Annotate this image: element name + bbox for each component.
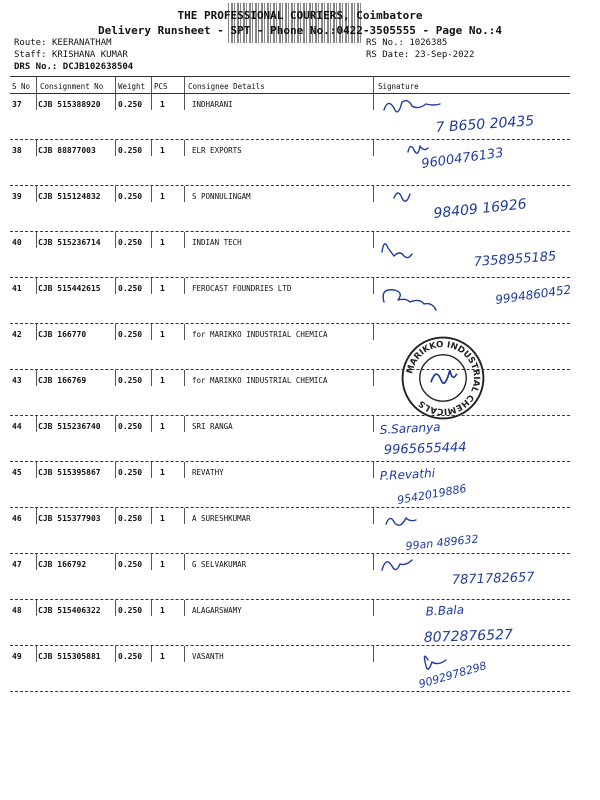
col-divider: [184, 462, 185, 478]
col-divider: [36, 554, 37, 570]
col-divider: [151, 554, 152, 570]
col-divider: [373, 186, 374, 202]
handwritten-signature: [376, 648, 571, 692]
row-sno: 47: [12, 560, 22, 569]
row-pcs: 1: [160, 422, 165, 431]
row-consignee: INDIAN TECH: [192, 238, 242, 247]
signature-stroke: [386, 518, 416, 525]
signature-stroke: [382, 560, 412, 570]
signature-phone-number: 9092978298: [417, 659, 489, 691]
col-divider: [151, 278, 152, 294]
signature-phone-number: 98409 16926: [432, 196, 528, 222]
row-weight: 0.250: [118, 606, 143, 615]
col-divider: [36, 416, 37, 432]
route-value: KEERANATHAM: [51, 38, 112, 48]
col-divider: [373, 77, 374, 93]
signature-name: B.Bala: [425, 602, 465, 619]
rs-date-value: 23-Sep-2022: [414, 50, 475, 60]
row-weight: 0.250: [118, 652, 143, 661]
col-divider: [373, 600, 374, 616]
drs-label: DRS No.:: [14, 62, 58, 72]
col-divider: [36, 508, 37, 524]
row-weight: 0.250: [118, 468, 143, 477]
col-divider: [184, 94, 185, 110]
signature-phone-number: 7358955185: [473, 249, 557, 270]
row-consignment-no: CJB 166792: [38, 560, 87, 569]
col-divider: [115, 324, 116, 340]
company-title: THE PROFESSIONAL COURIERS, Coimbatore: [177, 9, 423, 22]
row-sno: 37: [12, 100, 22, 109]
row-consignee: S PONNULINGAM: [192, 192, 251, 201]
signature-phone-number: 99an 489632: [404, 532, 480, 553]
col-divider: [151, 370, 152, 386]
col-divider: [151, 416, 152, 432]
col-divider: [184, 416, 185, 432]
row-sno: 48: [12, 606, 22, 615]
row-consignee: REVATHY: [192, 468, 224, 477]
table-top-border: [10, 76, 570, 77]
handwritten-signature: [376, 142, 571, 186]
row-consignee: VASANTH: [192, 652, 224, 661]
row-pcs: 1: [160, 652, 165, 661]
route-info: [14, 38, 112, 48]
col-divider: [373, 646, 374, 662]
col-divider: [151, 140, 152, 156]
signature-phone-number: 9965655444: [383, 440, 467, 458]
row-consignment-no: CJB 166769: [38, 376, 87, 385]
handwritten-signature: [376, 602, 571, 646]
col-weight: Weight: [118, 82, 146, 91]
col-divider: [184, 324, 185, 340]
col-divider: [373, 140, 374, 156]
row-consignee: for MARIKKO INDUSTRIAL CHEMICA: [192, 330, 328, 339]
route-label: Route:: [14, 38, 47, 48]
col-consignment: Consignment No: [40, 82, 104, 91]
handwritten-signature: [376, 418, 571, 462]
rs-date-info: [366, 50, 474, 60]
col-divider: [151, 232, 152, 248]
row-pcs: 1: [160, 468, 165, 477]
col-consignee: Consignee Details: [188, 82, 265, 91]
col-divider: [115, 94, 116, 110]
row-sno: 38: [12, 146, 22, 155]
col-divider: [115, 416, 116, 432]
col-divider: [151, 600, 152, 616]
row-pcs: 1: [160, 192, 165, 201]
row-consignment-no: CJB 88877003: [38, 146, 96, 155]
stamp-text: MARIKKO INDUSTRIAL CHEMICALS: [405, 339, 482, 417]
col-divider: [184, 232, 185, 248]
col-divider: [373, 554, 374, 570]
row-pcs: 1: [160, 560, 165, 569]
handwritten-signature: [376, 556, 571, 600]
col-divider: [36, 77, 37, 93]
signature-name: S.Saranya: [379, 419, 441, 437]
col-divider: [115, 508, 116, 524]
col-divider: [184, 370, 185, 386]
row-consignment-no: CJB 166770: [38, 330, 87, 339]
handwritten-signature: [376, 234, 571, 278]
signature-phone-number: 9994860452: [494, 282, 573, 307]
handwritten-signature: [376, 188, 571, 232]
row-weight: 0.250: [118, 192, 143, 201]
rs-date-label: RS Date:: [366, 50, 410, 60]
signature-stroke: [394, 193, 410, 201]
drs-info: [14, 62, 133, 72]
row-sno: 41: [12, 284, 22, 293]
row-pcs: 1: [160, 146, 165, 155]
col-divider: [373, 416, 374, 432]
col-divider: [184, 278, 185, 294]
col-divider: [184, 140, 185, 156]
row-consignee: FEROCAST FOUNDRIES LTD: [192, 284, 292, 293]
col-divider: [151, 508, 152, 524]
handwritten-signature: [376, 96, 571, 140]
col-divider: [115, 77, 116, 93]
col-divider: [373, 94, 374, 110]
signature-phone-number: 8072876527: [423, 626, 514, 646]
col-divider: [151, 94, 152, 110]
col-divider: [151, 77, 152, 93]
row-pcs: 1: [160, 514, 165, 523]
drs-value: DCJB102638504: [62, 62, 134, 72]
company-seal-stamp: [400, 335, 486, 421]
row-consignment-no: CJB 515236714: [38, 238, 101, 247]
col-divider: [115, 370, 116, 386]
row-weight: 0.250: [118, 514, 143, 523]
row-weight: 0.250: [118, 146, 143, 155]
signature-phone-number: 7871782657: [451, 570, 535, 588]
col-divider: [151, 462, 152, 478]
col-divider: [36, 600, 37, 616]
col-divider: [115, 140, 116, 156]
col-divider: [373, 370, 374, 386]
row-consignment-no: CJB 515236740: [38, 422, 101, 431]
row-weight: 0.250: [118, 238, 143, 247]
row-pcs: 1: [160, 284, 165, 293]
row-pcs: 1: [160, 100, 165, 109]
row-sno: 40: [12, 238, 22, 247]
col-divider: [373, 462, 374, 478]
row-consignee: INDHARANI: [192, 100, 233, 109]
row-sno: 43: [12, 376, 22, 385]
col-divider: [151, 646, 152, 662]
row-consignment-no: CJB 515406322: [38, 606, 101, 615]
handwritten-signature: [376, 510, 571, 554]
col-divider: [373, 324, 374, 340]
col-divider: [115, 600, 116, 616]
col-divider: [373, 508, 374, 524]
row-weight: 0.250: [118, 284, 143, 293]
col-divider: [115, 278, 116, 294]
row-consignee: A SURESHKUMAR: [192, 514, 251, 523]
row-consignee: ELR EXPORTS: [192, 146, 242, 155]
signature-stroke: [383, 290, 436, 310]
signature-stroke: [382, 244, 412, 258]
signature-name: P.Revathi: [379, 466, 436, 483]
col-divider: [36, 232, 37, 248]
col-divider: [151, 324, 152, 340]
row-weight: 0.250: [118, 376, 143, 385]
col-divider: [36, 94, 37, 110]
col-divider: [115, 462, 116, 478]
col-divider: [184, 554, 185, 570]
col-divider: [36, 324, 37, 340]
handwritten-signature: [376, 464, 571, 508]
col-divider: [373, 278, 374, 294]
handwritten-signature: [376, 280, 571, 324]
rs-no-label: RS No.:: [366, 38, 404, 48]
col-signature: Signature: [378, 82, 419, 91]
col-divider: [36, 278, 37, 294]
col-divider: [184, 77, 185, 93]
col-pcs: PCS: [154, 82, 168, 91]
row-pcs: 1: [160, 330, 165, 339]
signature-phone-number: 9542019886: [396, 481, 468, 507]
row-consignee: for MARIKKO INDUSTRIAL CHEMICA: [192, 376, 328, 385]
row-sno: 42: [12, 330, 22, 339]
row-consignee: SRI RANGA: [192, 422, 233, 431]
rs-no-value: 1026385: [409, 38, 448, 48]
row-pcs: 1: [160, 376, 165, 385]
row-consignee: G SELVAKUMAR: [192, 560, 247, 569]
row-consignment-no: CJB 515305881: [38, 652, 101, 661]
row-weight: 0.250: [118, 100, 143, 109]
row-sno: 39: [12, 192, 22, 201]
row-consignment-no: CJB 515395867: [38, 468, 101, 477]
col-divider: [36, 140, 37, 156]
signature-stroke: [408, 146, 428, 153]
staff-info: [14, 50, 128, 60]
row-consignee: ALAGARSWAMY: [192, 606, 242, 615]
signature-stroke: [384, 101, 440, 112]
col-divider: [151, 186, 152, 202]
row-weight: 0.250: [118, 422, 143, 431]
row-consignment-no: CJB 515377903: [38, 514, 101, 523]
row-consignment-no: CJB 515442615: [38, 284, 101, 293]
signature-stroke: [424, 656, 446, 669]
runsheet-subtitle: Delivery Runsheet - SPT - Phone No.:0422-3505555 - Page No.:4: [98, 24, 502, 37]
row-weight: 0.250: [118, 330, 143, 339]
col-divider: [184, 508, 185, 524]
row-pcs: 1: [160, 606, 165, 615]
col-divider: [184, 646, 185, 662]
col-divider: [115, 646, 116, 662]
row-sno: 49: [12, 652, 22, 661]
col-divider: [36, 462, 37, 478]
staff-label: Staff:: [14, 50, 47, 60]
row-weight: 0.250: [118, 560, 143, 569]
col-divider: [184, 186, 185, 202]
col-divider: [115, 232, 116, 248]
col-divider: [373, 232, 374, 248]
row-sno: 45: [12, 468, 22, 477]
col-divider: [115, 554, 116, 570]
col-divider: [115, 186, 116, 202]
signature-phone-number: 7 B650 20435: [435, 113, 535, 136]
rs-no-info: [366, 38, 447, 48]
signature-phone-number: 9600476133: [420, 145, 505, 172]
col-divider: [36, 646, 37, 662]
svg-text:MARIKKO INDUSTRIAL CHEMICALS: [405, 340, 481, 416]
table-header-border: [10, 93, 570, 94]
row-consignment-no: CJB 515124832: [38, 192, 101, 201]
row-pcs: 1: [160, 238, 165, 247]
row-sno: 46: [12, 514, 22, 523]
staff-value: KRISHANA KUMAR: [51, 50, 128, 60]
col-divider: [36, 186, 37, 202]
col-sno: S No: [12, 82, 31, 91]
row-sno: 44: [12, 422, 22, 431]
col-divider: [184, 600, 185, 616]
col-divider: [36, 370, 37, 386]
row-consignment-no: CJB 515388920: [38, 100, 101, 109]
